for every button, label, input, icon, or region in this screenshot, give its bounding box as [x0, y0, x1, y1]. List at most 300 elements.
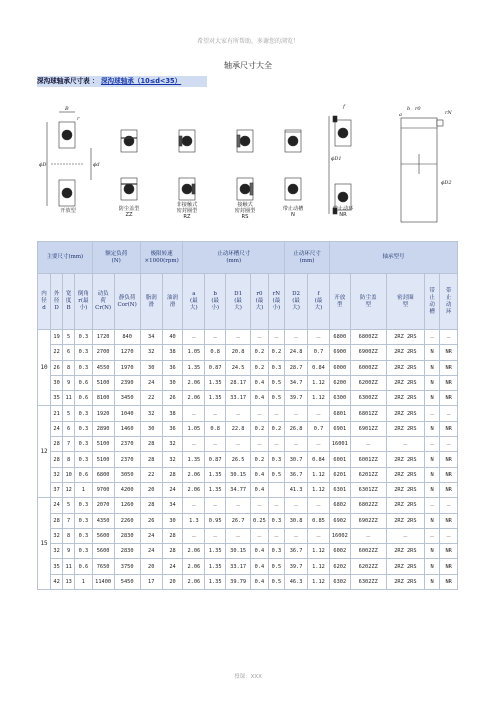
table-cell: 30 — [162, 513, 183, 528]
table-cell: － — [226, 528, 251, 543]
table-cell: 34 — [162, 498, 183, 513]
diagram-open-type — [47, 112, 91, 206]
table-cell: 32 — [51, 544, 63, 559]
table-cell: － — [440, 498, 458, 513]
table-cell: N — [425, 482, 440, 497]
table-cell: － — [440, 437, 458, 452]
table-cell: 0.3 — [268, 360, 284, 375]
table-cell: 1270 — [114, 345, 140, 360]
table-cell: 16001 — [329, 437, 350, 452]
table-cell: － — [308, 437, 330, 452]
table-cell: 24 — [51, 421, 63, 436]
table-cell: 1.05 — [183, 421, 205, 436]
table-cell: 2RZ 2RS — [386, 375, 424, 390]
table-cell: 1.12 — [308, 574, 330, 589]
table-cell: 5 — [63, 406, 75, 421]
table-cell: 7 — [63, 437, 75, 452]
dim-D1: ϕD1 — [331, 156, 342, 162]
table-cell: 1.35 — [205, 574, 226, 589]
diagram-label-rz: 非接触式 密封圈型 RZ — [176, 202, 198, 220]
table-cell: 6902 — [329, 513, 350, 528]
table-cell: NR — [440, 482, 458, 497]
table-cell: － — [251, 528, 268, 543]
table-cell: 1.12 — [308, 559, 330, 574]
table-row — [38, 437, 458, 452]
table-cell: 42 — [51, 574, 63, 589]
col-seal: 密封圈 型 — [386, 274, 424, 330]
table-cell: － — [183, 498, 205, 513]
table-cell: 32 — [162, 437, 183, 452]
table-cell: N — [425, 345, 440, 360]
bore-diameter-cell: 12 — [38, 406, 51, 498]
table-cell: 24 — [162, 482, 183, 497]
table-cell: － — [285, 330, 308, 345]
table-cell: 6800 — [329, 330, 350, 345]
dim-a: a — [399, 112, 402, 118]
table-row — [38, 513, 458, 528]
table-cell: 24 — [140, 544, 162, 559]
table-cell: 28 — [162, 528, 183, 543]
table-cell: 38 — [162, 345, 183, 360]
table-cell: 32 — [162, 452, 183, 467]
table-cell: 24 — [140, 375, 162, 390]
dim-b: b — [407, 106, 411, 112]
header-ring-dims: 止动环尺寸 (mm) — [285, 242, 330, 274]
table-cell: 6001 — [329, 452, 350, 467]
diagram-shield-type — [121, 130, 137, 200]
table-cell: 2RZ 2RS — [386, 498, 424, 513]
table-cell: － — [308, 406, 330, 421]
table-cell: 4200 — [114, 482, 140, 497]
table-cell: 34.7 — [285, 375, 308, 390]
table-cell: 0.3 — [75, 421, 93, 436]
table-cell: 0.3 — [75, 452, 93, 467]
table-row — [38, 421, 458, 436]
table-cell: 0.5 — [268, 467, 284, 482]
header-rated-load: 额定负荷 (N) — [92, 242, 140, 274]
table-cell: NR — [440, 452, 458, 467]
table-cell: 2070 — [92, 498, 114, 513]
table-cell: － — [285, 406, 308, 421]
table-cell: 11 — [63, 559, 75, 574]
table-cell: － — [386, 528, 424, 543]
table-cell: － — [425, 406, 440, 421]
table-cell: N — [425, 467, 440, 482]
table-cell: 5450 — [114, 574, 140, 589]
table-cell: 26 — [51, 360, 63, 375]
table-cell: － — [350, 437, 386, 452]
table-cell: 6900 — [329, 345, 350, 360]
table-cell: 1.35 — [183, 360, 205, 375]
table-cell: N — [425, 452, 440, 467]
table-cell: － — [183, 528, 205, 543]
table-cell: 1.35 — [205, 391, 226, 406]
table-cell: 0.85 — [308, 513, 330, 528]
table-cell: 1.35 — [183, 452, 205, 467]
table-cell: 6300ZZ — [350, 391, 386, 406]
table-cell: 6301 — [329, 482, 350, 497]
table-cell: N — [425, 544, 440, 559]
table-cell: 1040 — [114, 406, 140, 421]
table-cell: 35 — [51, 559, 63, 574]
table-cell: 0.84 — [308, 360, 330, 375]
table-cell: 30 — [140, 421, 162, 436]
table-cell: － — [205, 406, 226, 421]
table-cell: － — [251, 437, 268, 452]
table-row — [38, 345, 458, 360]
table-cell: 28.17 — [226, 375, 251, 390]
table-cell: － — [183, 437, 205, 452]
table-cell: 1.12 — [308, 467, 330, 482]
table-cell: 1.35 — [205, 544, 226, 559]
table-cell: 28 — [140, 498, 162, 513]
table-cell: 28 — [51, 452, 63, 467]
table-cell: 0.6 — [75, 467, 93, 482]
table-cell: － — [205, 528, 226, 543]
table-cell: 5 — [63, 498, 75, 513]
table-cell: 1920 — [92, 406, 114, 421]
table-cell: 0.6 — [75, 375, 93, 390]
table-cell: 35 — [51, 391, 63, 406]
table-cell: 2RZ 2RS — [386, 406, 424, 421]
table-cell: 2RZ 2RS — [386, 513, 424, 528]
table-cell: 6902ZZ — [350, 513, 386, 528]
dim-d: ϕd — [93, 162, 100, 168]
table-cell: 28 — [51, 437, 63, 452]
table-cell — [268, 482, 284, 497]
table-cell: 6000 — [329, 360, 350, 375]
table-body — [38, 330, 458, 590]
table-cell: 30.7 — [285, 452, 308, 467]
table-cell: － — [285, 437, 308, 452]
table-cell: 0.2 — [251, 360, 268, 375]
table-cell: 4350 — [92, 513, 114, 528]
table-cell: 9700 — [92, 482, 114, 497]
table-cell: － — [308, 528, 330, 543]
dim-rN: rN — [445, 110, 452, 116]
diagram-label-n: 带止动槽 N — [282, 206, 304, 218]
table-cell: － — [440, 528, 458, 543]
table-cell: 24 — [140, 528, 162, 543]
table-cell: 1.35 — [205, 559, 226, 574]
table-cell: 5 — [63, 330, 75, 345]
table-cell: 26 — [140, 513, 162, 528]
table-cell: 2RZ 2RS — [386, 330, 424, 345]
table-cell: 2RZ 2RS — [386, 574, 424, 589]
table-cell: － — [205, 437, 226, 452]
table-cell: － — [268, 498, 284, 513]
table-cell: 0.3 — [75, 406, 93, 421]
table-cell: 8100 — [92, 391, 114, 406]
table-cell: 33.17 — [226, 559, 251, 574]
table-cell: 40 — [162, 330, 183, 345]
table-cell: 0.5 — [268, 559, 284, 574]
table-row — [38, 406, 458, 421]
table-cell: N — [425, 375, 440, 390]
sub-header-row — [38, 274, 458, 330]
table-row — [38, 452, 458, 467]
table-cell: 6300 — [329, 391, 350, 406]
table-cell: 1.05 — [183, 345, 205, 360]
table-cell: 2260 — [114, 513, 140, 528]
col-ring: 带 止 动 环 — [440, 274, 458, 330]
header-groove-dims: 止动环槽尺寸 (mm) — [183, 242, 285, 274]
dim-D2: ϕD2 — [441, 180, 452, 186]
table-cell: 0.5 — [268, 574, 284, 589]
table-cell: － — [285, 498, 308, 513]
table-cell: NR — [440, 391, 458, 406]
table-cell: 1 — [75, 574, 93, 589]
table-row — [38, 375, 458, 390]
table-cell: 1970 — [114, 360, 140, 375]
table-cell: 28 — [140, 452, 162, 467]
diagram-detail — [401, 118, 443, 222]
table-cell: N — [425, 574, 440, 589]
table-cell: 6 — [63, 421, 75, 436]
table-cell: 6202ZZ — [350, 559, 386, 574]
table-cell: － — [183, 406, 205, 421]
table-cell: 0.6 — [75, 391, 93, 406]
table-cell: 6900ZZ — [350, 345, 386, 360]
page-title: 轴承尺寸大全 — [224, 61, 272, 70]
table-row — [38, 498, 458, 513]
table-cell: 3750 — [114, 559, 140, 574]
diagram-label-open: 开放型 — [60, 208, 76, 214]
table-cell: 6800 — [92, 467, 114, 482]
table-row — [38, 467, 458, 482]
col-open: 开放 型 — [329, 274, 350, 330]
table-cell: － — [205, 330, 226, 345]
col-grease: 脂润 滑 — [140, 274, 162, 330]
table-cell: NR — [440, 544, 458, 559]
table-cell: 0.4 — [251, 574, 268, 589]
table-cell: 0.2 — [268, 345, 284, 360]
table-cell: 37 — [51, 482, 63, 497]
table-cell: － — [226, 330, 251, 345]
table-cell: 7 — [63, 513, 75, 528]
table-cell: － — [205, 498, 226, 513]
table-cell: 32 — [140, 406, 162, 421]
col-r0: r0 (最 大) — [251, 274, 268, 330]
table-cell: 0.84 — [308, 452, 330, 467]
table-cell: 6002 — [329, 544, 350, 559]
col-d: 内 径 d — [38, 274, 51, 330]
table-row — [38, 360, 458, 375]
table-cell: 11400 — [92, 574, 114, 589]
table-cell: 2RZ 2RS — [386, 360, 424, 375]
table-cell: 840 — [114, 330, 140, 345]
table-cell: 6002ZZ — [350, 544, 386, 559]
table-cell: 19 — [51, 330, 63, 345]
table-cell: － — [251, 498, 268, 513]
table-cell: 0.2 — [251, 452, 268, 467]
table-cell: 30 — [140, 360, 162, 375]
table-cell: 0.3 — [268, 513, 284, 528]
table-cell: 30.15 — [226, 467, 251, 482]
table-cell: 13 — [63, 574, 75, 589]
table-cell: 5600 — [92, 528, 114, 543]
table-cell: 6302 — [329, 574, 350, 589]
table-cell: 2370 — [114, 437, 140, 452]
table-cell: NR — [440, 513, 458, 528]
table-cell: NR — [440, 360, 458, 375]
table-cell: 10 — [63, 467, 75, 482]
table-cell: － — [308, 330, 330, 345]
table-cell: 30.15 — [226, 544, 251, 559]
table-cell: 7650 — [92, 559, 114, 574]
table-cell: 22 — [140, 391, 162, 406]
table-cell: 26.5 — [226, 452, 251, 467]
table-cell: 28.7 — [285, 360, 308, 375]
table-cell: 8 — [63, 360, 75, 375]
col-D1: D1 (最 大) — [226, 274, 251, 330]
table-cell: 24 — [51, 498, 63, 513]
section-heading — [37, 76, 207, 87]
diagram-n-type — [285, 130, 301, 200]
table-cell: 0.87 — [205, 452, 226, 467]
table-cell: 0.4 — [251, 559, 268, 574]
table-cell: 6802ZZ — [350, 498, 386, 513]
table-cell: NR — [440, 345, 458, 360]
table-cell: 30 — [162, 375, 183, 390]
table-cell: 24.5 — [226, 360, 251, 375]
dim-D: ϕD — [39, 162, 47, 168]
table-cell: 22 — [140, 467, 162, 482]
table-cell: 8 — [63, 528, 75, 543]
table-cell: 2RZ 2RS — [386, 467, 424, 482]
table-cell: 6901 — [329, 421, 350, 436]
col-B: 宽 度 B — [63, 274, 75, 330]
table-cell: 6301ZZ — [350, 482, 386, 497]
table-cell: － — [425, 528, 440, 543]
table-cell: － — [226, 437, 251, 452]
table-cell: － — [226, 498, 251, 513]
table-cell: 0.8 — [205, 421, 226, 436]
col-shield: 防尘盖 型 — [350, 274, 386, 330]
table-cell: － — [268, 437, 284, 452]
table-cell: － — [440, 330, 458, 345]
table-cell: 2.06 — [183, 559, 205, 574]
table-cell: 6001ZZ — [350, 452, 386, 467]
table-cell: 0.5 — [268, 391, 284, 406]
table-cell: 21 — [51, 406, 63, 421]
table-cell: － — [386, 437, 424, 452]
table-cell: 0.3 — [75, 437, 93, 452]
table-cell: 26.7 — [226, 513, 251, 528]
table-cell: 2830 — [114, 528, 140, 543]
footer-watermark: 授课：XXX — [234, 674, 262, 680]
table-cell: 2.06 — [183, 391, 205, 406]
table-cell: 2.06 — [183, 482, 205, 497]
table-cell: 0.95 — [205, 513, 226, 528]
table-cell: N — [425, 559, 440, 574]
table-cell: 2.06 — [183, 375, 205, 390]
table-cell: 1.12 — [308, 391, 330, 406]
table-cell: － — [268, 406, 284, 421]
table-cell: － — [425, 498, 440, 513]
table-cell: 1.12 — [308, 375, 330, 390]
table-cell: 6801ZZ — [350, 406, 386, 421]
table-cell: 6302ZZ — [350, 574, 386, 589]
section-link[interactable]: 深沟球轴承（10≤d<35） — [100, 77, 182, 85]
table-cell: 0.3 — [268, 544, 284, 559]
col-r: 倒角 r(最 小) — [75, 274, 93, 330]
table-cell: 6201ZZ — [350, 467, 386, 482]
table-cell: 0.2 — [251, 345, 268, 360]
table-row — [38, 482, 458, 497]
table-cell: － — [183, 330, 205, 345]
table-cell: 0.3 — [75, 360, 93, 375]
table-cell: 1260 — [114, 498, 140, 513]
table-cell: 20 — [140, 559, 162, 574]
table-cell: 9 — [63, 375, 75, 390]
table-cell: 39.79 — [226, 574, 251, 589]
table-cell: 1.3 — [183, 513, 205, 528]
table-row — [38, 528, 458, 543]
table-cell: － — [308, 498, 330, 513]
table-cell: 32 — [51, 528, 63, 543]
header-speed-limit: 极限转速 ×1000(rpm) — [140, 242, 183, 274]
diagram-label-nr: 带止动环 NR — [332, 206, 354, 218]
table-cell: 6 — [63, 345, 75, 360]
table-cell: － — [285, 528, 308, 543]
table-cell: 0.3 — [268, 452, 284, 467]
table-cell: 2.06 — [183, 467, 205, 482]
bore-diameter-cell: 15 — [38, 498, 51, 590]
table-cell: 16002 — [329, 528, 350, 543]
header-watermark: 希望对大家有所帮助，多谢您的浏览！ — [196, 38, 299, 45]
table-cell: 1.35 — [205, 467, 226, 482]
col-D: 外 径 D — [51, 274, 63, 330]
table-cell: 28 — [162, 467, 183, 482]
table-cell: 17 — [140, 574, 162, 589]
table-cell: 30 — [51, 375, 63, 390]
header-main-dims: 主要尺寸(mm) — [38, 242, 93, 274]
col-cr: 动负 荷 Cr(N) — [92, 274, 114, 330]
table-cell: 22 — [51, 345, 63, 360]
table-cell: － — [425, 437, 440, 452]
table-cell: 4550 — [92, 360, 114, 375]
table-cell: － — [440, 406, 458, 421]
table-cell: 0.4 — [251, 467, 268, 482]
table-cell: 6000ZZ — [350, 360, 386, 375]
table-cell: 6200 — [329, 375, 350, 390]
table-cell: 5100 — [92, 375, 114, 390]
table-cell: 2700 — [92, 345, 114, 360]
table-cell: － — [268, 330, 284, 345]
table-cell: 1460 — [114, 421, 140, 436]
col-rN: rN (最 小) — [268, 274, 284, 330]
table-cell: 5600 — [92, 544, 114, 559]
section-label: 深沟球轴承尺寸表 ： — [37, 77, 99, 85]
table-cell: 2830 — [114, 544, 140, 559]
table-cell: N — [425, 513, 440, 528]
table-cell: － — [268, 528, 284, 543]
bearing-diagrams — [37, 98, 457, 234]
table-row — [38, 391, 458, 406]
table-cell: 0.2 — [251, 421, 268, 436]
table-cell: 2RZ 2RS — [386, 421, 424, 436]
dim-r0: r0 — [415, 106, 421, 112]
table-cell: 0.3 — [75, 345, 93, 360]
table-row — [38, 559, 458, 574]
table-cell: 30.8 — [285, 513, 308, 528]
table-cell: － — [350, 528, 386, 543]
table-cell: 0.3 — [75, 544, 93, 559]
dim-f: f — [343, 104, 345, 110]
col-cor: 静负荷 Cor(N) — [114, 274, 140, 330]
table-cell: 20 — [140, 482, 162, 497]
